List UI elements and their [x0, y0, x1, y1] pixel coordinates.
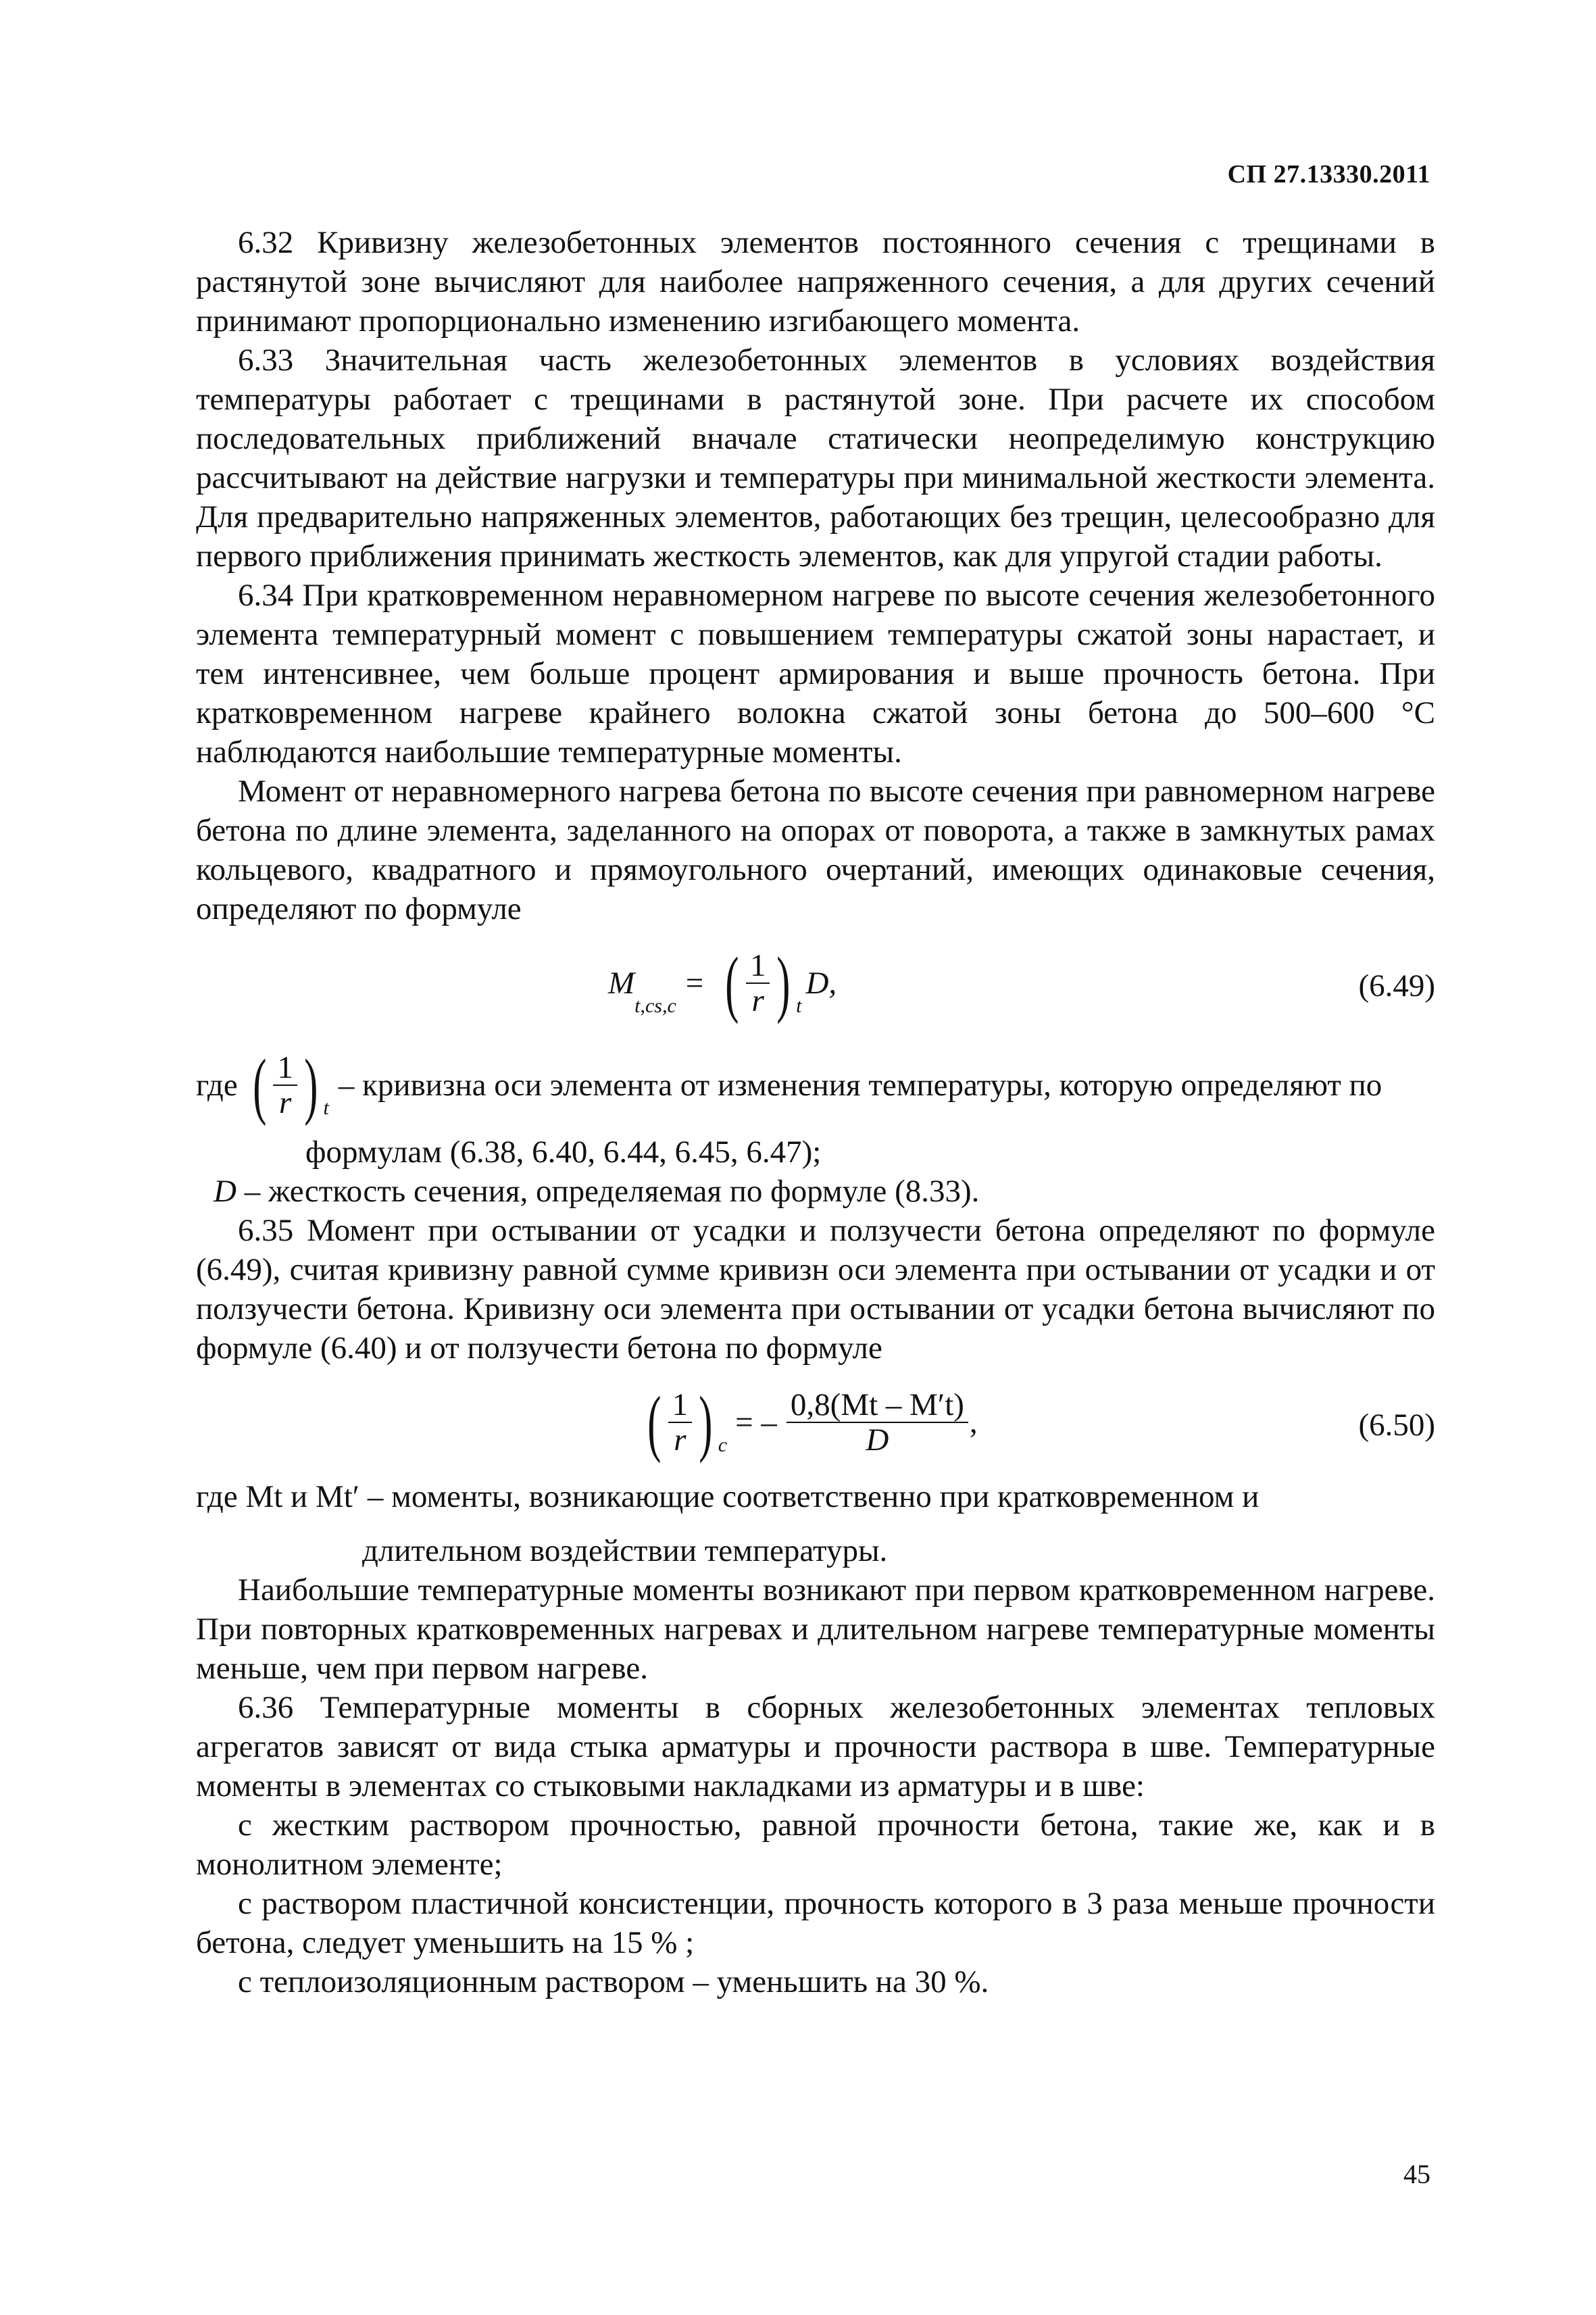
paragraph-6-32: 6.32 Кривизну железобетонных элементов постоянного сечения с трещинами в растянутой зоне вычисляют для наиболее напряженного сечения, а для других сечений принимают пропорционально изменению изгибающего момента.	[196, 225, 1435, 339]
page-number: 45	[1403, 2159, 1430, 2189]
where-curvature-formulas: формулам (6.38, 6.40, 6.44, 6.45, 6.47);	[305, 1135, 822, 1170]
formula-6-49-curvature: ( $\frac{1}{r}$ ) t	[725, 942, 802, 1024]
formula-6-49-number: (6.49)	[1358, 968, 1435, 1003]
page-body	[196, 223, 1435, 2001]
where-stiffness: D – жесткость сечения, определяемая по формуле (8.33).	[214, 1174, 980, 1209]
standard-code: СП 27.13330.2011	[1227, 160, 1430, 189]
paragraph-6-34: 6.34 При кратковременном неравномерном нагреве по высоте сечения железобетонного элемента температурный момент с повышением температуры сжатой зоны нарастает, и тем интенсивнее, чем больше процент армирования и выше прочность бетона. При кратковременном нагреве крайнего волокна сжатой зоны бетона до 500–600 °С наблюдаются наибольшие температурные моменты.	[196, 578, 1435, 770]
where-moments: где Mt и Mt′ – моменты, возникающие соответственно при кратковременном и	[196, 1479, 1260, 1514]
formula-6-49-lhs: M	[608, 966, 635, 1001]
formula-6-49-lhs-sub: t,cs,c	[634, 995, 676, 1017]
paragraph-moment-intro: Момент от неравномерного нагрева бетона по высоте сечения при равномерном нагреве бетона по длине элемента, заделанного на опорах от поворота, а также в замкнутых рамах кольцевого, квадратного и прямоугольного очертаний, имеющих одинаковые сечения, определяют по формуле	[196, 774, 1435, 926]
where-moments-cont: длительном воздействии температуры.	[362, 1533, 888, 1568]
paragraph-max-moments: Наибольшие температурные моменты возникают при первом кратковременном нагреве. При повторных кратковременных нагревах и длительном нагреве температурные моменты меньше, чем при первом нагреве.	[196, 1572, 1435, 1686]
paragraph-6-33: 6.33 Значительная часть железобетонных элементов в условиях воздействия температуры работает с трещинами в растянутой зоне. При расчете их способом последовательных приближений вначале статически неопределимую конструкцию рассчитывают на действие нагрузки и температуры при минимальной жесткости элемента. Для предварительно напряженных элементов, работающих без трещин, целесообразно для первого приближения принимать жесткость элементов, как для упругой стадии работы.	[196, 343, 1435, 574]
formula-6-49	[196, 932, 1435, 1034]
formula-6-50-lhs: ( $\frac{1}{r}$ ) c	[647, 1381, 728, 1464]
paragraph-6-35: 6.35 Момент при остывании от усадки и ползучести бетона определяют по формуле (6.49), считая кривизну равной сумме кривизн оси элемента при остывании от усадки и от ползучести бетона. Кривизну оси элемента при остывании от усадки бетона вычисляют по формуле (6.40) и от ползучести бетона по формуле	[196, 1213, 1435, 1366]
where-curvature-row	[196, 1038, 1435, 1132]
where-curvature-text: – кривизна оси элемента от изменения температуры, которую определяют по	[338, 1068, 1382, 1103]
formula-6-50: ( $\frac{1}{r}$ ) c = – $\frac{0,8(Mt - M't)}{D}$ , (6.50)	[196, 1372, 1435, 1473]
list-item-rigid-mortar: с жестким раствором прочностью, равной прочности бетона, такие же, как и в монолитном элементе;	[196, 1808, 1435, 1882]
list-item-insulating-mortar: с теплоизоляционным раствором – уменьшить на 30 %.	[238, 1964, 989, 1999]
where-curvature-symbol: ( $\frac{1}{r}$ ) t	[252, 1044, 329, 1126]
formula-6-50-number: (6.50)	[1358, 1408, 1435, 1443]
paragraph-6-36: 6.36 Температурные моменты в сборных железобетонных элементах тепловых агрегатов зависят от вида стыка арматуры и прочности раствора в шве. Температурные моменты в элементах со стыковыми накладками из арматуры и в шве:	[196, 1690, 1435, 1803]
formula-6-50-rhs: $\frac{0,8(Mt - M't)}{D}$	[787, 1388, 968, 1457]
formula-6-49-rhs: D,	[805, 966, 837, 1001]
formula-6-50-equals: = –	[735, 1405, 777, 1440]
formula-6-49-equals: =	[685, 966, 704, 1001]
where-label: где	[196, 1068, 238, 1103]
list-item-plastic-mortar: с раствором пластичной консистенции, прочность которого в 3 раза меньше прочности бетона, следует уменьшить на 15 % ;	[196, 1886, 1435, 1960]
